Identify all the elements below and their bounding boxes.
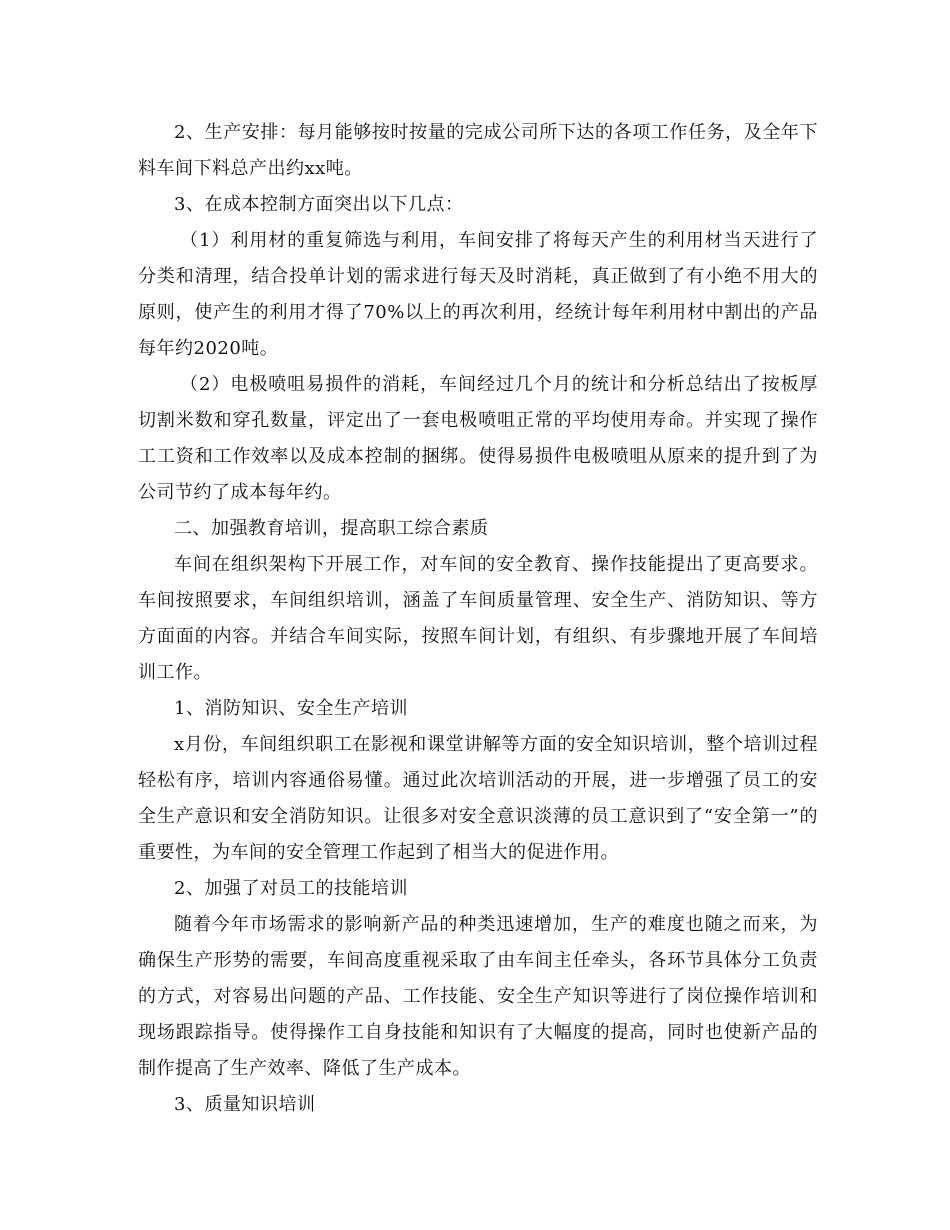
paragraph-cost-control-heading: 3、在成本控制方面突出以下几点： xyxy=(174,194,464,215)
section-heading-training: 二、加强教育培训，提高职工综合素质 xyxy=(174,518,489,539)
subheading-skills-training: 2、加强了对员工的技能培训 xyxy=(174,878,408,899)
subheading-quality-training: 3、质量知识培训 xyxy=(174,1094,316,1115)
paragraph-material-reuse: （1）利用材的重复筛选与利用，车间安排了将每天产生的利用材当天进行了分类和清理，结合投单计划的需求进行每天及时消耗，真正做到了有小绝不用大的原则，使产生的利用才得了70%以上的再次利用，经统计每年利用材中割出的产品每年约2020吨。 xyxy=(138,230,818,359)
paragraph-production-arrangement: 2、生产安排：每月能够按时按量的完成公司所下达的各项工作任务，及全年下料车间下料总产出约xx吨。 xyxy=(138,122,818,179)
paragraph-skills-training: 随着今年市场需求的影响新产品的种类迅速增加，生产的难度也随之而来，为确保生产形势的需要，车间高度重视采取了由车间主任牵头，各环节具体分工负责的方式，对容易出问题的产品、工作技能、安全生产知识等进行了岗位操作培训和现场跟踪指导。使得操作工自身技能和知识有了大幅度的提高，同时也使新产品的制作提高了生产效率、降低了生产成本。 xyxy=(138,914,818,1079)
paragraph-fire-safety-training: x月份，车间组织职工在影视和课堂讲解等方面的安全知识培训，整个培训过程轻松有序，培训内容通俗易懂。通过此次培训活动的开展，进一步增强了员工的安全生产意识和安全消防知识。让很多对安全意识淡薄的员工意识到了“安全第一”的重要性，为车间的安全管理工作起到了相当大的促进作用。 xyxy=(138,734,818,863)
subheading-fire-safety-training: 1、消防知识、安全生产培训 xyxy=(174,698,408,719)
paragraph-electrode-nozzle: （2）电极喷咀易损件的消耗，车间经过几个月的统计和分析总结出了按板厚切割米数和穿孔数量，评定出了一套电极喷咀正常的平均使用寿命。并实现了操作工工资和工作效率以及成本控制的捆绑。使得易损件电极喷咀从原来的提升到了为公司节约了成本每年约。 xyxy=(138,374,818,503)
document-body xyxy=(138,115,818,1123)
paragraph-training-overview: 车间在组织架构下开展工作，对车间的安全教育、操作技能提出了更高要求。车间按照要求，车间组织培训，涵盖了车间质量管理、安全生产、消防知识、等方方面面的内容。并结合车间实际，按照车间计划，有组织、有步骤地开展了车间培训工作。 xyxy=(138,554,818,683)
